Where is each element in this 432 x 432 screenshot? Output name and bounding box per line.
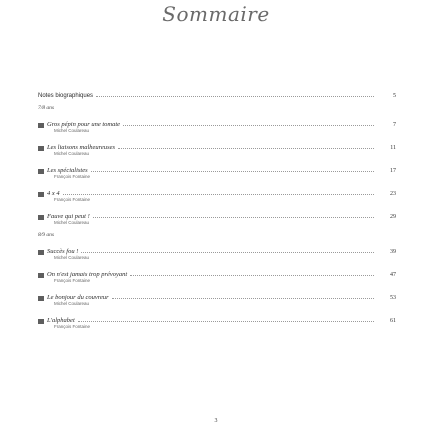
toc-entry-page: 53 xyxy=(390,295,396,301)
book-icon xyxy=(38,146,44,151)
toc-entry-author: Michel Coulareau xyxy=(54,255,90,260)
book-icon xyxy=(38,296,44,301)
toc-entry-title: Les spécialistes xyxy=(47,167,88,174)
leader-dots xyxy=(96,96,374,97)
book-icon xyxy=(38,192,44,197)
toc-entry-row xyxy=(38,140,396,151)
book-icon xyxy=(38,169,44,174)
toc-entry-author: François Fontaine xyxy=(54,174,91,179)
toc-entry-title: On n'est jamais trop prévoyant xyxy=(47,271,128,278)
toc-entry-row xyxy=(38,313,396,324)
toc-entry-page: 17 xyxy=(390,168,396,174)
page-number: 3 xyxy=(214,418,218,424)
toc-entry-author: Michel Coulareau xyxy=(54,220,90,225)
toc-entry-page: 61 xyxy=(390,318,396,324)
leader-dots xyxy=(118,148,374,149)
toc-entry[interactable] xyxy=(38,267,396,284)
toc-entry-page: 29 xyxy=(390,214,396,220)
age-section-label: 7/8 ans xyxy=(38,105,55,111)
toc-entry-author: Michel Coulareau xyxy=(54,151,90,156)
toc-entry-author: François Fontaine xyxy=(54,197,91,202)
book-icon xyxy=(38,215,44,220)
book-icon xyxy=(38,319,44,324)
toc-entry-page: 11 xyxy=(390,145,396,151)
toc-entry[interactable] xyxy=(38,186,396,203)
toc-entry-row xyxy=(38,290,396,301)
toc-entry-row xyxy=(38,209,396,220)
leader-dots xyxy=(81,252,374,253)
age-section-label: 8/9 ans xyxy=(38,232,55,238)
book-icon xyxy=(38,250,44,255)
toc-entry-page: 39 xyxy=(390,249,396,255)
toc-entry[interactable] xyxy=(38,313,396,330)
toc-entry[interactable] xyxy=(38,140,396,157)
toc-entry[interactable] xyxy=(38,163,396,180)
toc-entry-author: François Fontaine xyxy=(54,278,91,283)
toc-entry-page: 7 xyxy=(393,122,396,128)
toc-entry-page: 47 xyxy=(390,272,396,278)
toc-entry-page: 5 xyxy=(393,93,396,99)
toc-entry-author: Michel Coulareau xyxy=(54,128,90,133)
leader-dots xyxy=(112,298,374,299)
toc-entry-title: Gros pépin pour une tomate xyxy=(47,121,121,128)
page-title-text: Sommaire xyxy=(162,2,270,26)
leader-dots xyxy=(78,321,374,322)
toc-entry-row xyxy=(38,163,396,174)
book-icon xyxy=(38,123,44,128)
toc-entry-row xyxy=(38,267,396,278)
toc-entry[interactable] xyxy=(38,209,396,226)
toc-entry-page: 23 xyxy=(390,191,396,197)
toc-entry-title: L'alphabet xyxy=(47,317,75,324)
leader-dots xyxy=(130,275,374,276)
table-of-contents xyxy=(38,88,396,336)
toc-entry-title: Les liaisons malheureuses xyxy=(47,144,116,151)
toc-entry-author: François Fontaine xyxy=(54,324,91,329)
leader-dots xyxy=(63,194,374,195)
toc-entry-title: Notes biographiques xyxy=(38,93,94,99)
book-icon xyxy=(38,273,44,278)
toc-entry-notes[interactable] xyxy=(38,88,396,99)
toc-entry-row xyxy=(38,117,396,128)
page-title xyxy=(0,2,432,26)
toc-entry-title: Fauve qui peut ! xyxy=(47,213,90,220)
leader-dots xyxy=(93,217,374,218)
toc-sections xyxy=(38,105,396,330)
toc-entry-title: 4 x 4 xyxy=(47,190,60,197)
toc-entry-title: Succès fou ! xyxy=(47,248,79,255)
toc-entry-title: Le bonjour du couvreur xyxy=(47,294,109,301)
toc-entry[interactable] xyxy=(38,117,396,134)
toc-entry-author: Michel Coulareau xyxy=(54,301,90,306)
leader-dots xyxy=(91,171,374,172)
leader-dots xyxy=(123,125,374,126)
toc-entry-row xyxy=(38,244,396,255)
toc-entry[interactable] xyxy=(38,290,396,307)
toc-entry-row xyxy=(38,186,396,197)
toc-entry[interactable] xyxy=(38,244,396,261)
